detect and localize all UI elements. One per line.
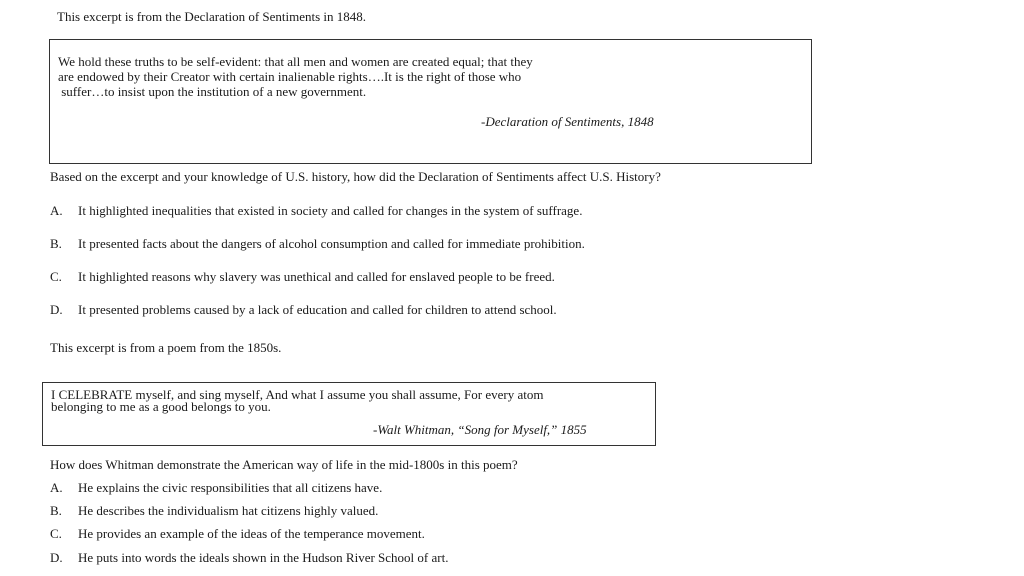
q1-quote-line: suffer…to insist upon the institution of a new government. (58, 84, 367, 99)
q2-quote-line: I CELEBRATE myself, and sing myself, And what I assume you shall assume, For every atom (51, 387, 544, 402)
option-letter: A. (50, 203, 63, 218)
option-text: It presented facts about the dangers of alcohol consumption and called for immediate prohibition. (78, 236, 585, 251)
q1-attribution: -Declaration of Sentiments, 1848 (481, 114, 654, 129)
option-text: It highlighted inequalities that existed in society and called for changes in the system of suffrage. (78, 203, 583, 218)
option-letter: D. (50, 302, 63, 317)
q2-quote-box (42, 382, 656, 446)
option-letter: C. (50, 269, 62, 284)
q1-quote-line: We hold these truths to be self-evident: that all men and women are created equal; that they (58, 54, 533, 69)
q2-option-b[interactable] (50, 503, 378, 518)
option-text: It presented problems caused by a lack of education and called for children to attend school. (78, 302, 557, 317)
q1-option-b[interactable] (50, 236, 585, 251)
option-letter: A. (50, 480, 63, 495)
option-letter: B. (50, 503, 62, 518)
q2-question: How does Whitman demonstrate the American way of life in the mid-1800s in this poem? (50, 457, 518, 472)
q2-intro: This excerpt is from a poem from the 1850s. (50, 340, 282, 355)
q1-question: Based on the excerpt and your knowledge of U.S. history, how did the Declaration of Sentiments affect U.S. History? (50, 169, 661, 184)
q1-option-a[interactable] (50, 203, 582, 218)
q1-quote-line: are endowed by their Creator with certain inalienable rights….It is the right of those who (58, 69, 522, 84)
q1-quote-box (49, 39, 812, 164)
q2-quote-line: belonging to me as a good belongs to you. (51, 399, 271, 414)
q1-intro: This excerpt is from the Declaration of Sentiments in 1848. (57, 9, 367, 24)
option-letter: B. (50, 236, 62, 251)
q2-option-d[interactable] (50, 550, 448, 565)
option-text: He describes the individualism hat citizens highly valued. (78, 503, 379, 518)
q1-option-d[interactable] (50, 302, 557, 317)
q2-attribution: -Walt Whitman, “Song for Myself,” 1855 (373, 422, 587, 437)
q2-option-c[interactable] (50, 526, 425, 541)
option-text: He provides an example of the ideas of the temperance movement. (78, 526, 425, 541)
option-text: It highlighted reasons why slavery was unethical and called for enslaved people to be freed. (78, 269, 555, 284)
option-text: He explains the civic responsibilities that all citizens have. (78, 480, 383, 495)
option-text: He puts into words the ideals shown in the Hudson River School of art. (78, 550, 449, 565)
q1-option-c[interactable] (50, 269, 555, 284)
option-letter: C. (50, 526, 62, 541)
option-letter: D. (50, 550, 63, 565)
q2-option-a[interactable] (50, 480, 382, 495)
